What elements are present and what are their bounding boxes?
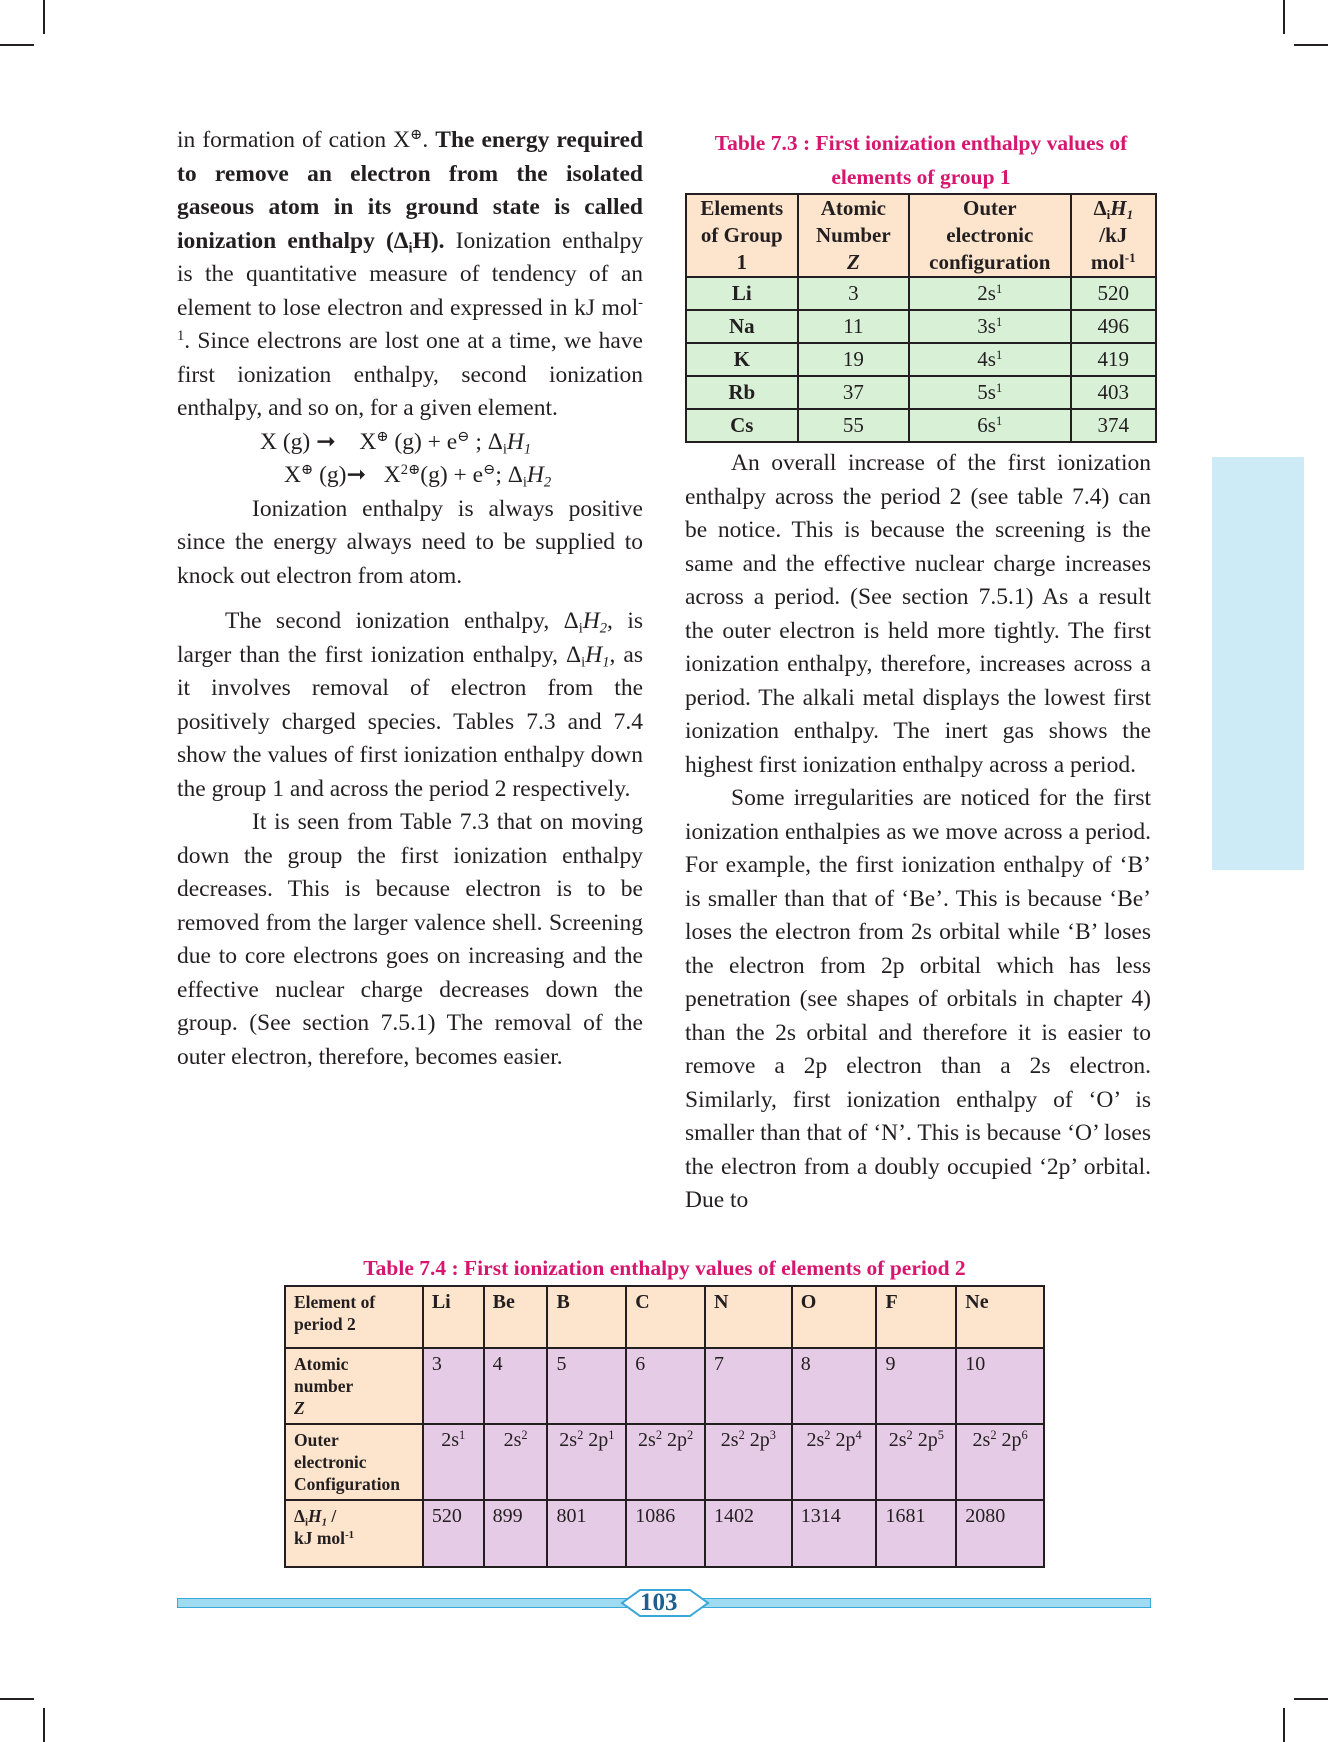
cell-element: Li: [423, 1286, 484, 1348]
cell-enthalpy: 403: [1071, 376, 1156, 409]
paragraph-group-trend: It is seen from Table 7.3 that on moving down the group the first ionization enthalpy decreases. This is because electron is to be removed from the larger valence shell. Screening due to core electrons goes on increasing and the effective nuclear charge decreases down the group. (See section 7.5.1) The removal of the outer electron, therefore, becomes easier.: [177, 809, 643, 1070]
cell-atomic-number: 55: [798, 409, 909, 442]
cell-element: Li: [686, 277, 798, 310]
cell-enthalpy: 520: [1071, 277, 1156, 310]
footer-rule-right: [703, 1598, 1151, 1608]
row-header-atomic-number: Atomic number Z: [285, 1348, 423, 1424]
paragraph-ionization-definition: in formation of cation X⊕. The energy required to remove an electron from the isolated gaseous atom in its ground state is called ionization enthalpy $(\Delta_iH)$. Ionization enthalpy is the quantitative measure of tendency of an element to lose electron and expressed in kJ mol$^{-1}$. Since electrons are lost one at a time, we have first ionization enthalpy, second ionization enthalpy, and so on, for a given element.: [177, 127, 644, 421]
header-ionization-enthalpy: $\Delta_iH_1$ /kJ mol$^{-1}$: [1071, 194, 1156, 277]
cell-configuration: $2s^1$: [423, 1424, 484, 1500]
cell-configuration: $2s^2$ $2p^1$: [547, 1424, 626, 1500]
cell-element: O: [792, 1286, 877, 1348]
row-atomic-number: [285, 1348, 1044, 1424]
cell-configuration: $2s^2$ $2p^6$: [956, 1424, 1044, 1500]
row-configuration: [285, 1424, 1044, 1500]
crop-mark: [43, 0, 45, 34]
paragraph-period-trend: An overall increase of the first ionization enthalpy across the period 2 (see table 7.4) can be notice. This is because the screening is the same and the effective nuclear charge increases across a period. (See section 7.5.1) As a result the outer electron is held more tightly. The first ionization enthalpy, therefore, increases across a period. The alkali metal displays the lowest first ionization enthalpy. The inert gas shows the highest first ionization enthalpy across a period.: [685, 450, 1151, 778]
cell-enthalpy: 801: [547, 1500, 626, 1567]
right-column: [685, 447, 1151, 1218]
table-row: [686, 277, 1156, 310]
arrow-icon: ➞: [316, 428, 336, 455]
cell-element: Cs: [686, 409, 798, 442]
cell-element: C: [626, 1286, 705, 1348]
row-ionization-enthalpy: [285, 1500, 1044, 1567]
cell-configuration: $2s^2$ $2p^2$: [626, 1424, 705, 1500]
cell-atomic-number: 7: [705, 1348, 792, 1424]
cell-element: Be: [484, 1286, 548, 1348]
crop-mark: [1294, 1698, 1328, 1700]
crop-mark: [0, 1698, 34, 1700]
cell-element: N: [705, 1286, 792, 1348]
left-column: [177, 124, 643, 1074]
cell-configuration: $2s^2$ $2p^5$: [876, 1424, 956, 1500]
side-tab: [1212, 457, 1304, 870]
cell-atomic-number: 6: [626, 1348, 705, 1424]
cell-enthalpy: 1681: [876, 1500, 956, 1567]
table-row: [686, 376, 1156, 409]
cell-atomic-number: 8: [792, 1348, 877, 1424]
cell-configuration: $6s^1$: [909, 409, 1070, 442]
paragraph-second-ionization: The second ionization enthalpy, $\Delta_iH_2$, is larger than the first ionization enthalpy, $\Delta_iH_1$, as it involves removal of electron from the positively charged species. Tables 7.3 and 7.4 show the values of first ionization enthalpy down the group 1 and across the period 2 respectively.: [177, 608, 644, 802]
table-7-3-caption: Table 7.3 : First ionization enthalpy values of elements of group 1: [714, 131, 1128, 189]
row-header-configuration: Outer electronic Configuration: [285, 1424, 423, 1500]
cell-configuration: $2s^2$ $2p^4$: [792, 1424, 877, 1500]
cell-element: Na: [686, 310, 798, 343]
table-7-3: [685, 193, 1157, 443]
cell-atomic-number: 19: [798, 343, 909, 376]
cell-enthalpy: 496: [1071, 310, 1156, 343]
crop-mark: [1283, 0, 1285, 34]
cell-configuration: $3s^1$: [909, 310, 1070, 343]
cell-atomic-number: 11: [798, 310, 909, 343]
cell-configuration: $5s^1$: [909, 376, 1070, 409]
paragraph-always-positive: Ionization enthalpy is always positive since the energy always need to be supplied to knock out electron from atom.: [177, 495, 643, 589]
cell-enthalpy: 1402: [705, 1500, 792, 1567]
table-7-4-caption: Table 7.4 : First ionization enthalpy values of elements of period 2: [363, 1256, 966, 1280]
header-elements-of-group: Elements of Group 1: [686, 194, 798, 277]
table-header-row: [686, 194, 1156, 277]
crop-mark: [1283, 1708, 1285, 1742]
cell-configuration: $2s^1$: [909, 277, 1070, 310]
table-row: [686, 310, 1156, 343]
row-header-element: Element of period 2: [285, 1286, 423, 1348]
header-outer-configuration: Outer electronic configuration: [909, 194, 1070, 277]
crop-mark: [43, 1708, 45, 1742]
cell-enthalpy: 2080: [956, 1500, 1044, 1567]
cell-configuration: $2s^2$: [484, 1424, 548, 1500]
equation-second-ionization: X⊕ (g)➞ $X^{2\oplus}(g) + e^⊖$; $\Delta_iH_2$: [284, 462, 552, 491]
row-header-enthalpy: $\Delta_iH_1$ / kJ mol$^{-1}$: [285, 1500, 423, 1567]
cell-element: K: [686, 343, 798, 376]
cell-atomic-number: 9: [876, 1348, 956, 1424]
cell-atomic-number: 5: [547, 1348, 626, 1424]
equation-first-ionization: X (g) ➞ X⊕ (g) + e⊖ ; $\Delta_iH_1$: [260, 428, 532, 457]
crop-mark: [1294, 44, 1328, 46]
table-row: [686, 409, 1156, 442]
cell-enthalpy: 374: [1071, 409, 1156, 442]
table-row: [686, 343, 1156, 376]
page-number: 103: [640, 1589, 678, 1616]
crop-mark: [0, 44, 34, 46]
cell-atomic-number: 37: [798, 376, 909, 409]
cell-enthalpy: 1086: [626, 1500, 705, 1567]
footer-rule-left: [177, 1598, 629, 1608]
header-atomic-number: Atomic Number Z: [798, 194, 909, 277]
cell-element: Rb: [686, 376, 798, 409]
cell-configuration: $4s^1$: [909, 343, 1070, 376]
cell-atomic-number: 4: [484, 1348, 548, 1424]
cell-enthalpy: 520: [423, 1500, 484, 1567]
cell-atomic-number: 10: [956, 1348, 1044, 1424]
arrow-icon: ➞: [346, 462, 367, 488]
cell-atomic-number: 3: [798, 277, 909, 310]
cell-enthalpy: 899: [484, 1500, 548, 1567]
cell-element: Ne: [956, 1286, 1044, 1348]
table-7-4: [284, 1285, 1045, 1568]
cell-element: F: [876, 1286, 956, 1348]
cell-configuration: $2s^2$ $2p^3$: [705, 1424, 792, 1500]
cell-enthalpy: 1314: [792, 1500, 877, 1567]
paragraph-irregularities: Some irregularities are noticed for the first ionization enthalpies as we move across a period. For example, the first ionization enthalpy of ‘B’ is smaller than that of ‘Be’. This is because ‘Be’ loses the electron from 2s orbital while ‘B’ loses the electron from 2p orbital which has less penetration (see shapes of orbitals in chapter 4) than the 2s orbital and therefore it is easier to remove a 2p electron than a 2s electron. Similarly, first ionization enthalpy of ‘O’ is smaller than that of ‘N’. This is because ‘O’ loses the electron from a doubly occupied ‘2p’ orbital. Due to: [685, 785, 1151, 1213]
cell-atomic-number: 3: [423, 1348, 484, 1424]
cell-element: B: [547, 1286, 626, 1348]
cell-enthalpy: 419: [1071, 343, 1156, 376]
row-elements: [285, 1286, 1044, 1348]
